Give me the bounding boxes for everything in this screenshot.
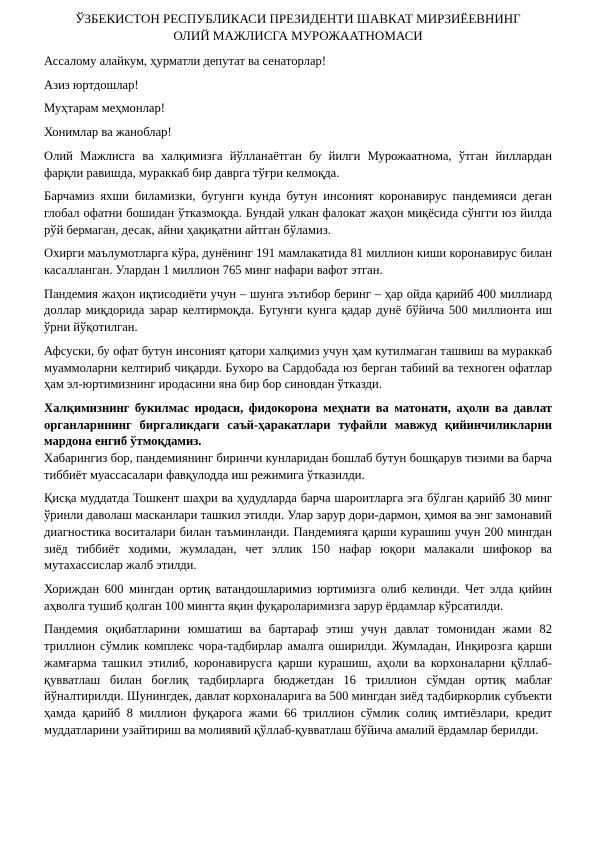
title-line-1: ЎЗБЕКИСТОН РЕСПУБЛИКАСИ ПРЕЗИДЕНТИ ШАВКАТ МИРЗИЁЕВНИНГ (75, 11, 521, 26)
body-paragraph: Афсуски, бу офат бутун инсоният қатори халқимиз учун ҳам кутилмаган ташвиш ва мураккаб муаммоларни келтириб чиқарди. Бухоро ва Сардобада юз берган табиий ва техноген офатлар ҳам эл-юртимизнинг иродасини яна бир бор синовдан ўтказди. (44, 343, 552, 392)
greeting-ladies-gentlemen: Хонимлар ва жаноблар! (44, 125, 172, 140)
body-paragraph: Хориждан 600 мингдан ортиқ ватандошларимиз юртимизга олиб келинди. Чет элда қийин аҳволга тушиб қолган 100 мингта яқин фуқароларимизга зарур ёрдамлар кўрсатилди. (44, 581, 552, 613)
body-paragraph: Барчамиз яхши биламизки, бугунги кунда бутун инсоният коронавирус пандемияси деган глобал офатни бошидан ўтказмоқда. Бундай улкан фалокат жаҳон миқёсида сўнгги юз йилда рўй бермаган, десак, айни ҳақиқатни айтган бўламиз. (44, 189, 552, 237)
document-title (44, 10, 552, 44)
greeting-deputies: Ассалому алайкум, ҳурматли депутат ва сенаторлар! (44, 54, 327, 68)
body-paragraph: Пандемия жаҳон иқтисодиёти учун – шунга эътибор беринг – ҳар ойда қарийб 400 миллиард доллар миқдорида зарар келтирмоқда. Бугунги кунга қадар дунё бўйича 500 миллионта иш ўрни йўқотилган. (44, 286, 552, 335)
body-paragraph: Хабарингиз бор, пандемиянинг биринчи кунларидан бошлаб бутун бошқарув тизими ва барча тиббиёт муассасалари фавқулодда иш режимига ўтказилди. (44, 451, 552, 482)
body-paragraph: Олий Мажлисга ва халқимизга йўлланаётган бу йилги Мурожаатнома, ўтган йиллардан фарқли равишда, мураккаб бир даврга тўғри келмоқда. (44, 148, 552, 180)
body-paragraph: Қисқа муддатда Тошкент шаҳри ва ҳудудларда барча шароитларга эга бўлган қарийб 30 минг ўринли даволаш масканлари ташкил этилди. Улар зарур дори-дармон, ҳимоя ва энг замонавий диагностика воситалари билан таъминланди. Пандемияга қарши курашиш учун 200 мингдан зиёд тиббиёт ходими, жумладан, чет эллик 150 нафар юқори малакали шифокор ва мутахассислар жалб этилди. (44, 491, 552, 573)
body-paragraph: Охирги маълумотларга кўра, дунёнинг 191 мамлакатида 81 миллион киши коронавирус билан касалланган. Улардан 1 миллион 765 минг нафари вафот этган. (44, 246, 552, 278)
bold-emphasis-paragraph: Халқимизнинг букилмас иродаси, фидокорона меҳнати ва матонати, аҳоли ва давлат органларининг биргаликдаги саъй-ҳаракатлари туфайли мавжуд қийинчиликларни мардона енгиб ўтмоқдамиз. (44, 400, 552, 449)
greeting-guests: Муҳтарам меҳмонлар! (44, 101, 165, 116)
title-line-2: ОЛИЙ МАЖЛИСГА МУРОЖААТНОМАСИ (173, 28, 423, 43)
body-paragraph: Пандемия оқибатларини юмшатиш ва бартараф этиш учун давлат томонидан жами 82 триллион сўмлик комплекс чора-тадбирлар амалга оширилди. Жумладан, Инқирозга қарши жамғарма ташкил этилиб, коронавирусга қарши курашиш, аҳоли ва корхоналарни қўллаб-қувватлаш билан боғлиқ тадбирларга бюджетдан 16 триллион сўмдан ортиқ маблағ йўналтирилди. Шунингдек, давлат корхоналарига ва 500 мингдан зиёд тадбиркорлик субъекти ҳамда қарийб 8 миллион фуқарога жами 66 триллион сўмлик солиқ имтиёзлари, кредит муддатларини узайтириш ва молиявий қўллаб-қувватлаш бўйича амалий ёрдамлар берилди. (44, 622, 552, 737)
greeting-compatriots: Азиз юртдошлар! (44, 77, 139, 92)
